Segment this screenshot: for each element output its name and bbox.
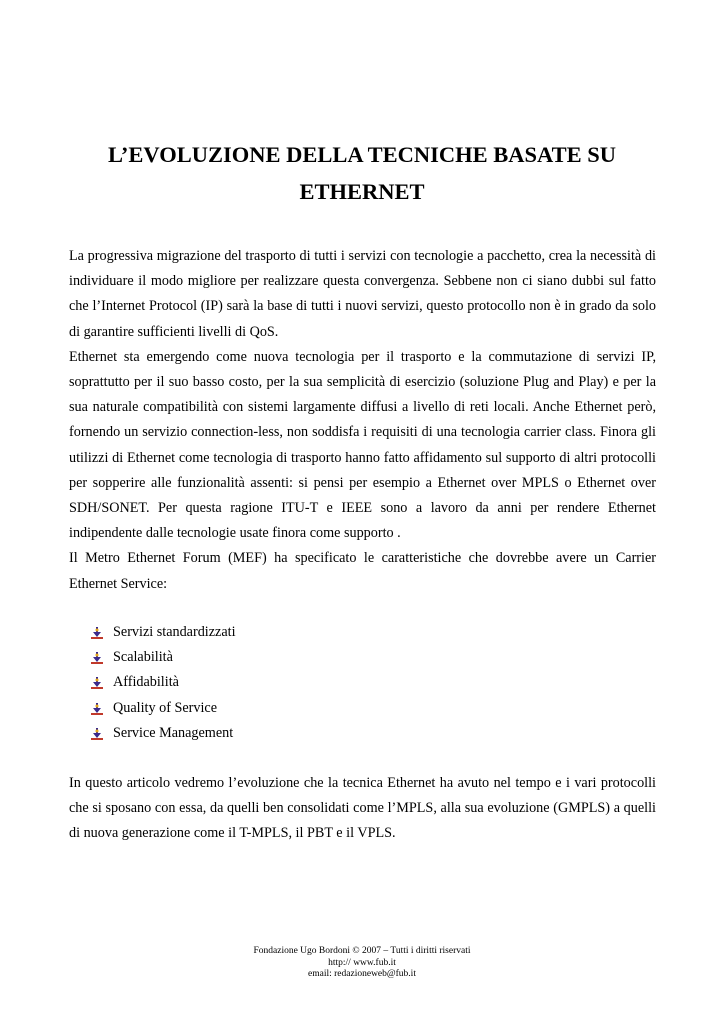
paragraph-mef: Il Metro Ethernet Forum (MEF) ha specificato le caratteristiche che dovrebbe avere un Carrier Ethernet Service: [69, 550, 656, 592]
document-title [60, 136, 664, 210]
bullet-arrow-icon [90, 676, 104, 690]
bullet-arrow-icon [90, 651, 104, 665]
list-item-label: Quality of Service [113, 699, 218, 716]
list-item [90, 696, 236, 721]
list-item-label: Scalabilità [113, 649, 173, 666]
footer-copyright: Fondazione Ugo Bordoni © 2007 – Tutti i diritti riservati [253, 946, 471, 956]
feature-list [90, 620, 236, 746]
bullet-arrow-icon [90, 727, 104, 741]
paragraph-intro: La progressiva migrazione del trasporto di tutti i servizi con tecnologie a pacchetto, crea la necessità di individuare il modo migliore per realizzare questa convergenza. Sebbene non ci siano dubbi sul fatto che l’Internet Protocol (IP) sarà la base di tutti i nuovi servizi, questo protocollo non è in grado da solo di garantire sufficienti livelli di QoS. [69, 248, 656, 340]
list-item [90, 620, 236, 645]
list-item [90, 670, 236, 695]
list-item-label: Service Management [113, 724, 234, 741]
bullet-arrow-icon [90, 626, 104, 640]
footer-website: http:// www.fub.it [328, 957, 396, 968]
document-title-line1: L’EVOLUZIONE DELLA TECNICHE BASATE SU [107, 142, 617, 167]
paragraph-ethernet: Ethernet sta emergendo come nuova tecnologia per il trasporto e la commutazione di servizi IP, soprattutto per il suo basso costo, per la sua semplicità di esercizio (soluzione Plug and Play) e per la sua naturale compatibilità con sistemi largamente diffusi a livello di reti locali. Anche Ethernet però, fornendo un servizio connection-less, non soddisfa i requisiti di una tecnologia carrier class. Finora gli utilizzi di Ethernet come tecnologia di trasporto hanno fatto affidamento sul supporto di altri protocolli per sopperire alle funzionalità assenti: si pensi per esempio a Ethernet over MPLS o Ethernet over SDH/SONET. Per questa ragione ITU-T e IEEE sono a lavoro da anni per rendere Ethernet indipendente dalle tecnologie usate finora come supporto . [69, 348, 656, 542]
list-item-label: Affidabilità [113, 674, 179, 691]
body-text [69, 244, 656, 597]
list-item [90, 645, 236, 670]
document-title-line2: ETHERNET [299, 179, 425, 204]
footer-email: email: redazioneweb@fub.it [308, 969, 416, 979]
list-item [90, 721, 236, 746]
bullet-arrow-icon [90, 702, 104, 716]
list-item-label: Servizi standardizzati [113, 624, 236, 640]
page-footer [200, 946, 524, 981]
paragraph-closing: In questo articolo vedremo l’evoluzione che la tecnica Ethernet ha avuto nel tempo e i vari protocolli che si sposano con essa, da quelli ben consolidati come l’MPLS, alla sua evoluzione (GMPLS) a quelli di nuova generazione come il T-MPLS, il PBT e il VPLS. [69, 775, 656, 842]
